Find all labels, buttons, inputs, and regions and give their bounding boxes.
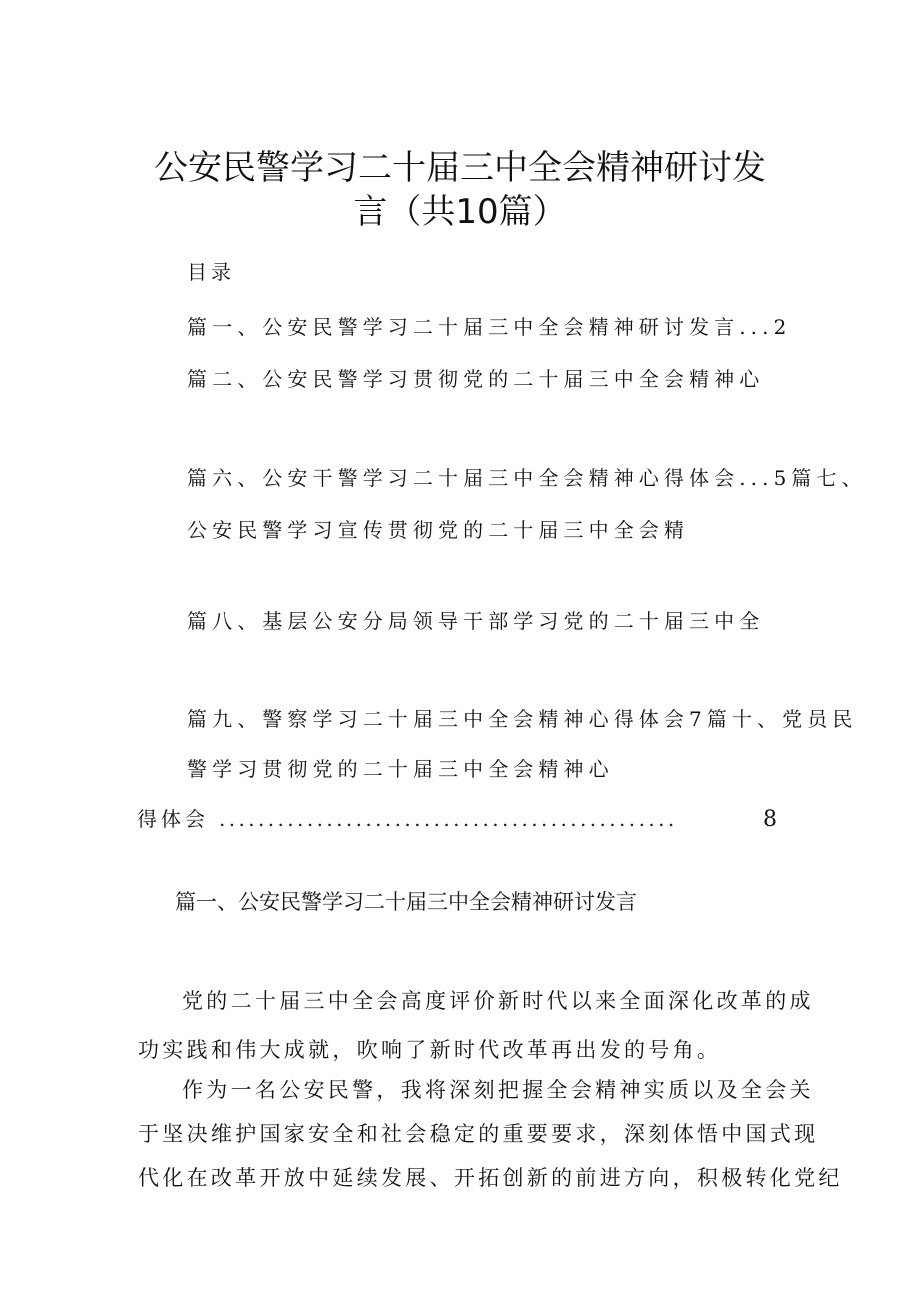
paragraph-line: 党的二十届三中全会高度评价新时代以来全面深化改革的成 — [182, 989, 814, 1013]
toc-entry[interactable]: 警学习贯彻党的二十届三中全会精神心 — [187, 757, 614, 781]
paragraph-line: 作为一名公安民警，我将深刻把握全会精神实质以及全会关 — [182, 1078, 814, 1102]
toc-entry[interactable]: 篇九、警察学习二十届三中全会精神心得体会7篇十、党员民 — [187, 707, 858, 731]
section-heading: 篇一、公安民警学习二十届三中全会精神研讨发言 — [175, 890, 637, 914]
paragraph-line: 功实践和伟大成就，吹响了新时代改革再出发的号角。 — [138, 1038, 722, 1062]
toc-entry[interactable]: 篇一、公安民警学习二十届三中全会精神研讨发言...2 — [187, 315, 792, 339]
toc-entry[interactable]: 篇六、公安干警学习二十届三中全会精神心得体会...5篇七、 — [187, 466, 867, 490]
toc-entry[interactable]: 公安民警学习宣传贯彻党的二十届三中全会精 — [187, 518, 689, 542]
toc-entry[interactable]: 篇二、公安民警学习贯彻党的二十届三中全会精神心 — [187, 367, 765, 391]
paragraph-line: 于坚决维护国家安全和社会稳定的重要要求，深刻体悟中国式现 — [138, 1122, 819, 1146]
toc-page-number: 8 — [763, 807, 777, 832]
toc-heading: 目录 — [187, 260, 235, 284]
document-title-line-1: 公安民警学习二十届三中全会精神研讨发 — [154, 148, 766, 188]
toc-entry-label: 得体会 — [137, 807, 209, 831]
toc-entry[interactable]: 篇八、基层公安分局领导干部学习党的二十届三中全 — [187, 609, 765, 633]
document-title-line-2: 言（共10篇） — [353, 192, 567, 232]
paragraph-line: 代化在改革开放中延续发展、开拓创新的前进方向，积极转化党纪 — [138, 1166, 843, 1190]
toc-entry-last[interactable] — [137, 803, 777, 832]
toc-dot-leader: ............................................... — [219, 807, 678, 831]
